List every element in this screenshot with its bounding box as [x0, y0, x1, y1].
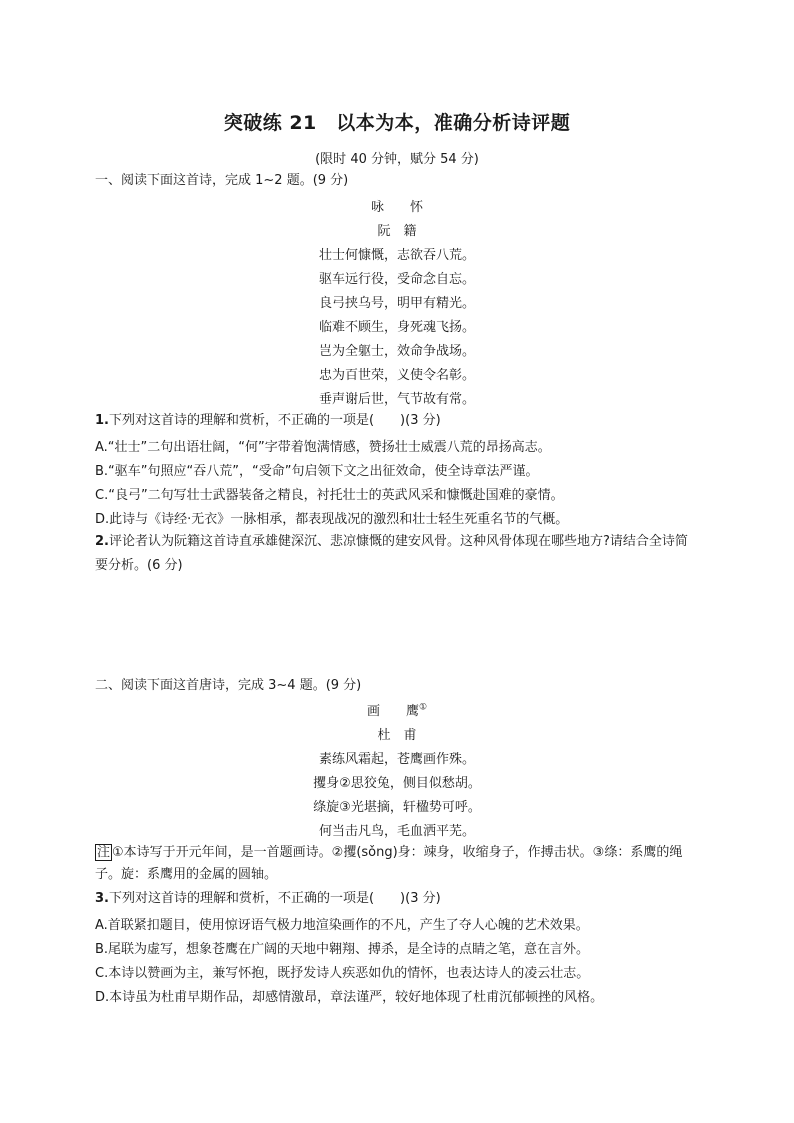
poem-2-line: 素练风霜起，苍鹰画作殊。 — [318, 752, 475, 767]
poem-2-line: 攫身②思狡兔，侧目似愁胡。 — [313, 776, 481, 791]
poem-1-title: 咏 怀 — [370, 200, 423, 215]
question-3-option-a: A.首联紧扣题目，使用惊讶语气极力地渲染画作的不凡，产生了夺人心魄的艺术效果。 — [95, 918, 589, 933]
poem-2-line: 绦旋③光堪摘，轩楹势可呼。 — [313, 800, 481, 815]
poem-1-line: 岂为全躯士，效命争战场。 — [318, 344, 475, 359]
poem-2-line: 何当击凡鸟，毛血洒平芜。 — [318, 824, 475, 839]
poem-2-note-line-1 — [95, 844, 682, 862]
poem-1-line: 壮士何慷慨，志欲吞八荒。 — [318, 248, 475, 263]
question-1-stem: 下列对这首诗的理解和赏析，不正确的一项是( )(3 分) — [108, 413, 441, 428]
question-1 — [95, 412, 441, 430]
question-3-option-c: C.本诗以赞画为主，兼写怀抱，既抒发诗人疾恶如仇的情怀，也表达诗人的凌云壮志。 — [95, 966, 590, 981]
poem-2-author: 杜 甫 — [377, 728, 417, 743]
question-3 — [95, 890, 441, 908]
question-3-number: 3. — [95, 891, 109, 906]
section-2-instruction: 二、阅读下面这首唐诗，完成 3~4 题。(9 分) — [95, 678, 362, 693]
poem-2-note-text-2: 子。旋：系鹰用的金属的圆轴。 — [95, 867, 278, 882]
question-3-option-b: B.尾联为虚写，想象苍鹰在广阔的天地中翱翔、搏杀，是全诗的点睛之笔，意在言外。 — [95, 942, 590, 957]
question-1-option-c: C.“良弓”二句写壮士武器装备之精良，衬托壮士的英武风采和慷慨赴国难的豪情。 — [95, 488, 564, 503]
note-label: 注 — [97, 845, 111, 860]
time-limit-subtitle: (限时 40 分钟，赋分 54 分) — [315, 152, 479, 167]
poem-1-line: 垂声谢后世，气节故有常。 — [318, 392, 475, 407]
poem-1-line: 临难不顾生，身死魂飞扬。 — [318, 320, 475, 335]
poem-2-title-note-marker: ① — [418, 702, 428, 713]
question-1-option-d: D.此诗与《诗经·无衣》一脉相承，都表现战况的激烈和壮士轻生死重名节的气概。 — [95, 512, 569, 527]
poem-2-note-text-1: ①本诗写于开元年间，是一首题画诗。②攫(sǒng)身：竦身，收缩身子，作搏击状。③绦：系鹰的绳 — [112, 845, 683, 860]
question-1-option-b: B.“驱车”句照应“吞八荒”，“受命”句启领下文之出征效命，使全诗章法严谨。 — [95, 464, 539, 479]
question-1-option-a: A.“壮士”二句出语壮阔，“何”字带着饱满情感，赞扬壮士威震八荒的昂扬高志。 — [95, 440, 551, 455]
question-2-number: 2. — [95, 534, 109, 549]
question-2 — [95, 530, 695, 578]
poem-1-author: 阮 籍 — [377, 224, 417, 239]
poem-2-title-text: 画 鹰 — [366, 704, 419, 719]
section-1-instruction: 一、阅读下面这首诗，完成 1~2 题。(9 分) — [95, 173, 349, 188]
poem-1-line: 良弓挟乌号，明甲有精光。 — [318, 296, 475, 311]
question-2-stem: 评论者认为阮籍这首诗直承雄健深沉、悲凉慷慨的建安风骨。这种风骨体现在哪些地方?请结合全诗简要分析。(6 分) — [95, 534, 688, 573]
question-3-option-d: D.本诗虽为杜甫早期作品，却感情激昂，章法谨严，较好地体现了杜甫沉郁顿挫的风格。 — [95, 990, 604, 1005]
question-3-stem: 下列对这首诗的理解和赏析，不正确的一项是( )(3 分) — [108, 891, 441, 906]
poem-1-line: 驱车远行役，受命念自忘。 — [318, 272, 475, 287]
poem-1-line: 忠为百世荣，义使令名彰。 — [318, 368, 475, 383]
page-title: 突破练 21 以本为本，准确分析诗评题 — [223, 112, 571, 134]
poem-2-title — [0, 700, 794, 719]
question-1-number: 1. — [95, 413, 109, 428]
